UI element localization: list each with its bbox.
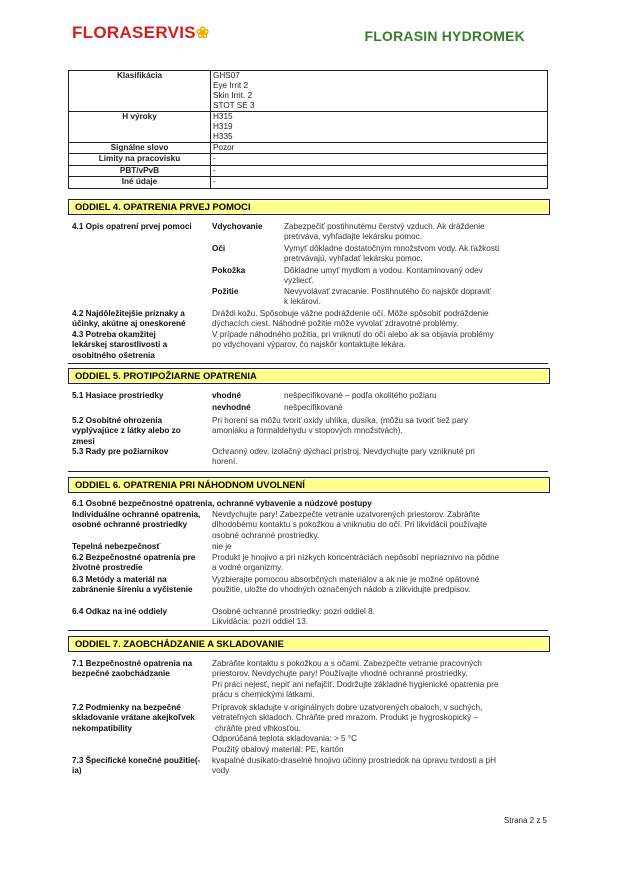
page-number: Strana 2 z 5 xyxy=(503,816,547,825)
s5-item-key: vhodné xyxy=(212,391,242,400)
classification-key: Signálne slovo xyxy=(69,143,211,154)
s7-text-line: Použitý obalový materiál: PE, kartón xyxy=(212,744,344,754)
s7-label-7-2: 7.2 Podmienky na bezpečné skladovanie vrátane akejkoľvek nekompatibility xyxy=(72,703,195,733)
s4-label-4-2: 4.2 Najdôležitejšie príznaky a účinky, akútne aj oneskorené xyxy=(72,309,186,329)
s4-item-value-line: Dôkladne umyť mydlom a vodou. Kontaminovaný odev xyxy=(284,266,483,275)
s7-text-7-3 xyxy=(212,756,548,777)
s4-text-4-3-line: po vdychovaní výparov, čo najskôr kontaktujte lekára. xyxy=(212,340,406,350)
s5-item-key: nevhodné xyxy=(212,403,251,412)
s7-text-7-2 xyxy=(212,703,548,755)
s6-text-line: osobné ochranné prostriedky. xyxy=(212,530,320,540)
s6-label-6-1a: Individuálne ochranné opatrenia, osobné ochranné prostriedky xyxy=(72,510,201,530)
logo-text: FLORASERVIS xyxy=(72,23,196,42)
classification-value-line: H319 xyxy=(213,122,233,131)
classification-row xyxy=(69,112,548,143)
section-7-header xyxy=(68,636,550,652)
classification-value xyxy=(211,177,548,188)
s5-text-line: amoniaku a formaldehydu v stopových množstvách). xyxy=(212,426,403,436)
s4-item-key: Pokožka xyxy=(212,266,246,275)
classification-value xyxy=(211,112,548,143)
s5-item-value: nešpecifikované – podľa okolitého požiaru xyxy=(284,391,437,400)
classification-row xyxy=(69,143,548,154)
s4-text-4-2-line: Dráždi kožu. Spôsobuje vážne podráždenie očí. Môže spôsobiť podráždenie xyxy=(212,309,489,318)
classification-row xyxy=(69,177,548,188)
s4-label-4-1: 4.1 Opis opatrení prvej pomoci xyxy=(72,222,192,231)
classification-key: Iné údaje xyxy=(69,177,211,188)
s4-item-value xyxy=(284,266,548,287)
s4-text-4-3 xyxy=(212,330,548,351)
s7-text-line: vody xyxy=(212,766,230,776)
s6-label-6-2: 6.2 Bezpečnostné opatrenia pre životné prostredie xyxy=(72,553,196,573)
section-6-header xyxy=(68,477,550,493)
s5-item-value: nešpecifikované xyxy=(284,403,343,412)
s6-text-line: Likvidácia: pozri oddiel 13. xyxy=(212,617,309,627)
s6-text-line: Nevdychujte pary! Zabezpečte vetranie uzatvorených priestorov. Zabráňte xyxy=(212,510,480,519)
s6-label-6-4: 6.4 Odkaz na iné oddiely xyxy=(72,607,168,616)
s4-item-key: Vdychovanie xyxy=(212,222,263,231)
classification-value-line: - xyxy=(213,154,216,164)
classification-value-line: Eye Irrit 2 xyxy=(213,81,249,90)
divider xyxy=(68,471,548,472)
s5-text-5-2 xyxy=(212,416,548,437)
classification-table xyxy=(68,70,548,189)
s6-text-6-3 xyxy=(212,575,548,596)
s7-label-7-3: 7.3 Špecifické konečné použitie(-ia) xyxy=(72,756,201,776)
s6-label-6-1: 6.1 Osobné bezpečnostné opatrenia, ochranné vybavenie a núdzové postupy xyxy=(72,499,372,508)
s6-text-line: Osobné ochranné prostriedky: pozri oddiel 8. xyxy=(212,607,375,616)
s6-text-6-4 xyxy=(212,607,548,628)
s6-text-line: použitie, uložte do vhodných označených nádob a zlikvidujte predpisov. xyxy=(212,585,471,595)
s7-text-line: Odporúčaná teplota skladovania: > 5 °C xyxy=(212,734,358,744)
s6-text-6-1a xyxy=(212,510,548,541)
classification-value-line: Pozor xyxy=(213,143,235,152)
classification-value-line: H315 xyxy=(213,112,233,121)
s4-item-value-line: Vymyť dôkladne dostatočným množstvom vody. Ak ťažkosti xyxy=(284,244,500,253)
classification-value xyxy=(211,71,548,112)
classification-value-line: - xyxy=(213,177,216,187)
s4-item-value-line: vyzliecť. xyxy=(284,276,314,286)
s7-text-line: kvapalné dusíkato-draselné hnojivo účinný prostriedok na úpravu tvrdosti a pH xyxy=(212,756,496,765)
s5-label-5-2: 5.2 Osobitné ohrozenia vyplývajúce z látky alebo zo zmesi xyxy=(72,416,181,446)
classification-value xyxy=(211,143,548,154)
s7-text-line: Zabráňte kontaktu s pokožkou a s očami. Zabezpečte vetranie pracovných xyxy=(212,659,482,668)
divider xyxy=(68,363,548,364)
s5-text-line: Ochranný odev, izolačný dýchací prístroj. Nevdychujte pary vzniknuté pri xyxy=(212,447,475,456)
classification-value-line: Skin Irrit. 2 xyxy=(213,91,253,100)
s4-item-value xyxy=(284,222,548,243)
classification-value xyxy=(211,165,548,176)
s7-text-line: chráňte pred vlhkosťou. xyxy=(215,723,301,733)
classification-key: PBT/vPvB xyxy=(69,165,211,176)
classification-key: H výroky xyxy=(69,112,211,143)
divider xyxy=(68,630,548,631)
company-logo xyxy=(72,23,210,42)
s4-label-4-3: 4.3 Potreba okamžitej lekárskej starostlivosti a osobitného ošetrenia xyxy=(72,330,168,360)
classification-key: Klasifikácia xyxy=(69,71,211,112)
classification-value-line: - xyxy=(213,165,216,175)
s4-text-4-2 xyxy=(212,309,548,330)
section-6-title: ODDIEL 6. OPATRENIA PRI NÁHODNOM UVOLNENÍ xyxy=(75,479,305,490)
classification-value xyxy=(211,154,548,165)
s7-text-line: priestorov. Nevdychujte pary! Používajte vhodné ochranné prostriedky. xyxy=(212,669,468,679)
s6-text-6-2 xyxy=(212,553,548,574)
s6-label-6-1b: Tepelná nebezpečnosť xyxy=(72,542,161,551)
classification-value-line: H335 xyxy=(213,132,233,141)
s6-text-line: dlhodobému kontaktu s pokožkou a vniknutiu do očí. Pri likvidácii používajte xyxy=(212,520,487,530)
s7-label-7-1: 7.1 Bezpečnostné opatrenia na bezpečné zaobchádzanie xyxy=(72,659,193,679)
s6-label-6-3: 6.3 Metódy a materiál na zabránenie šíreniu a vyčistenie xyxy=(72,575,193,595)
section-4-header xyxy=(68,199,550,215)
s4-item-value-line: Nevyvolávať zvracanie. Postihnutého čo najskôr dopraviť xyxy=(284,287,491,296)
section-7-title: ODDIEL 7. ZAOBCHÁDZANIE A SKLADOVANIE xyxy=(75,638,284,649)
s7-text-line: vetrateľných skladoch. Chráňte pred mrazom. Produkt je hygroskopický – xyxy=(212,713,478,723)
classification-row xyxy=(69,71,548,112)
s4-item-value-line: pretrváva, vyhľadajte lekársku pomoc. xyxy=(284,232,423,242)
s7-text-line: prácu s chemickými látkami. xyxy=(212,690,315,700)
s4-item-key: Oči xyxy=(212,244,226,253)
s4-text-4-2-line: dýchacích ciest. Náhodné požitie môže vyvolať zdravotné problémy. xyxy=(212,319,459,329)
s4-item-value xyxy=(284,287,548,308)
section-4-title: ODDIEL 4. OPATRENIA PRVEJ POMOCI xyxy=(75,201,251,212)
s5-label-5-1: 5.1 Hasiace prostriedky xyxy=(72,391,164,400)
classification-value-line: STOT SE 3 xyxy=(213,101,255,110)
s5-text-line: horení. xyxy=(212,457,238,467)
section-5-header xyxy=(68,368,550,384)
s4-item-value-line: Zabezpečiť postihnutému čerstvý vzduch. Ak dráždenie xyxy=(284,222,485,231)
s4-item-value-line: k lekárovi. xyxy=(284,297,321,307)
s6-text-line: Produkt je hnojivo a pri nízkych koncentráciách nepôsobí nepriaznivo na pôdne xyxy=(212,553,500,562)
s5-label-5-3: 5.3 Rady pre požiarnikov xyxy=(72,447,169,456)
product-name: FLORASIN HYDROMEK xyxy=(364,28,525,44)
s7-text-line: Pri práci nejesť, nepiť ani nefajčiť. Dodržujte základné hygienické opatrenia pre xyxy=(212,679,499,689)
s4-item-value-line: pretrvávajú, vyhľadať lekársku pomoc. xyxy=(284,254,423,264)
s7-text-7-1 xyxy=(212,659,548,701)
s6-text-6-1b: nie je xyxy=(212,542,232,551)
s5-text-5-3 xyxy=(212,447,548,468)
classification-key: Limity na pracovisku xyxy=(69,154,211,165)
s4-text-4-3-line: V prípade náhodného požitia, pri vniknutí do očí alebo ak sa objavia problémy xyxy=(212,330,494,339)
s4-item-value xyxy=(284,244,548,265)
section-5-title: ODDIEL 5. PROTIPOŽIARNE OPATRENIA xyxy=(75,370,257,381)
classification-row xyxy=(69,154,548,165)
flower-icon: ❀ xyxy=(195,25,210,42)
s7-text-line: Prípravok skladujte v originálnych dobre uzatvorených obaloch, v suchých, xyxy=(212,703,483,712)
s4-item-key: Požitie xyxy=(212,287,239,296)
s5-text-line: Pri horení sa môžu tvoriť oxidy uhlíka, dusíka, (môžu sa tvoriť tiež pary xyxy=(212,416,468,425)
s6-text-line: a vodné organizmy. xyxy=(212,563,283,573)
classification-row xyxy=(69,165,548,176)
classification-value-line: GHS07 xyxy=(213,71,240,80)
s6-text-line: Vyzbierajte pomocou absorbčných materiálov a ak nie je možné opätovné xyxy=(212,575,480,584)
